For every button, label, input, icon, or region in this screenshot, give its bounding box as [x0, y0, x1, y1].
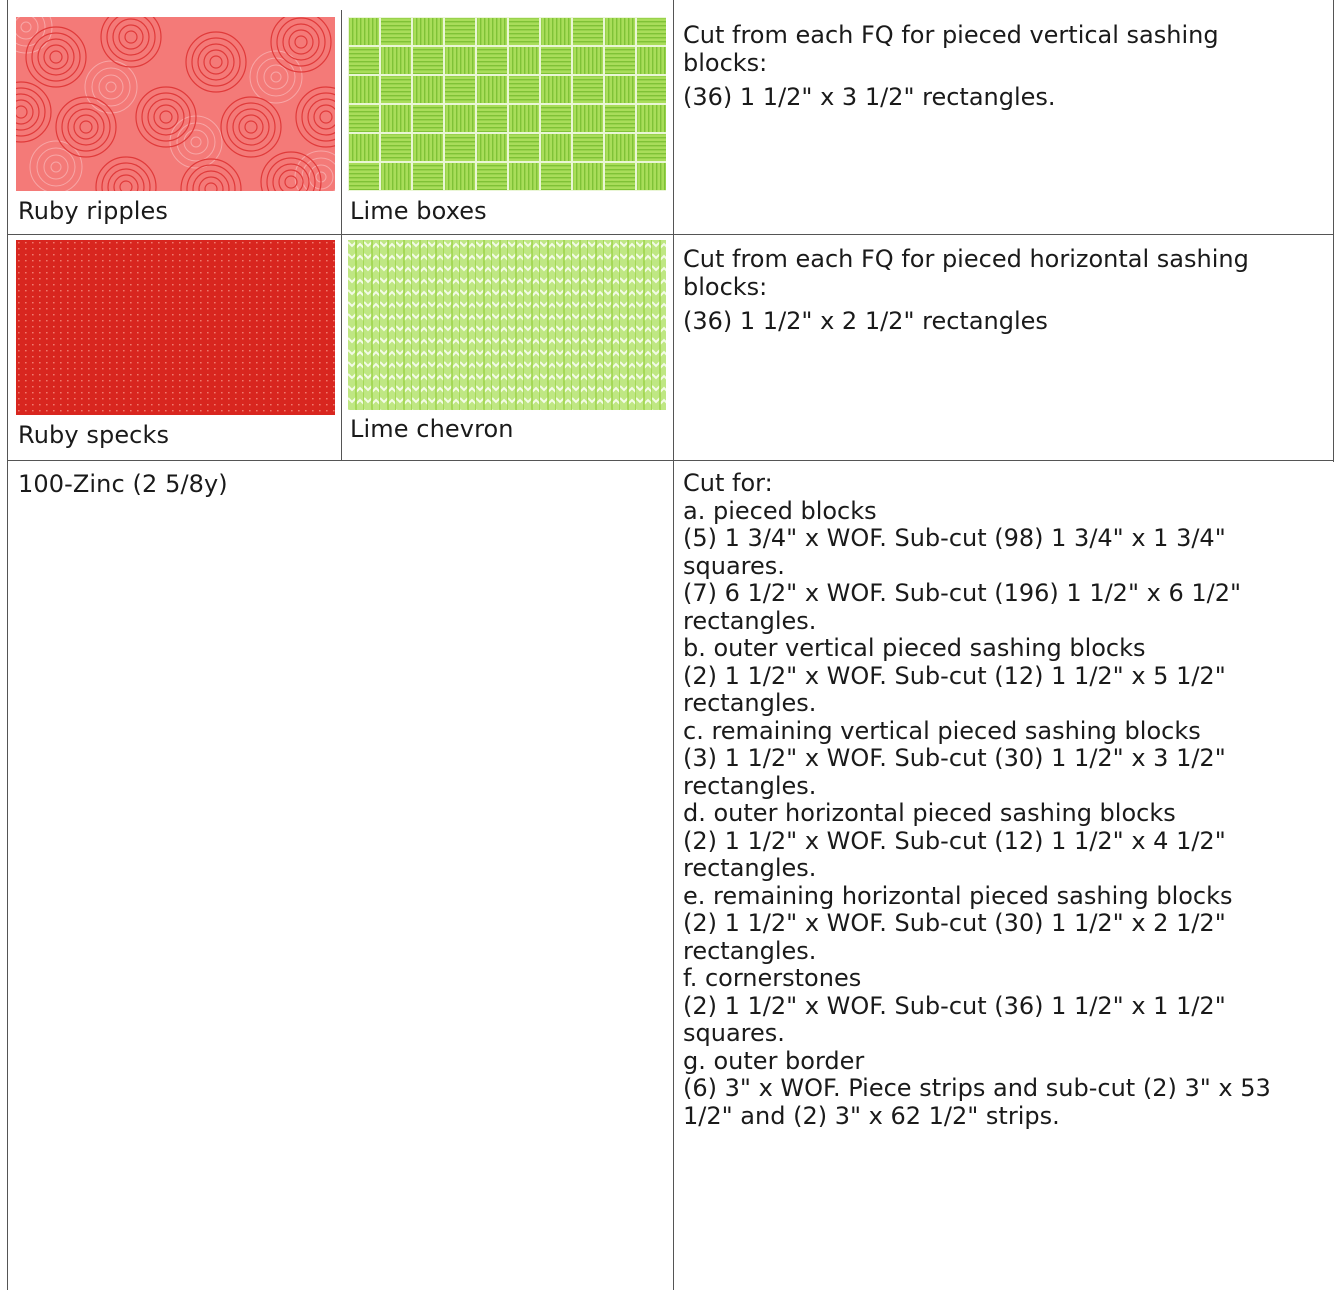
dots-icon	[16, 240, 335, 415]
table-col-divider-2	[673, 0, 674, 1290]
ruby-ripples-swatch	[16, 17, 335, 191]
table-row-divider-2	[7, 460, 1334, 461]
instruction-line: g. outer border	[683, 1046, 865, 1075]
fabric-label-lime-boxes: Lime boxes	[350, 197, 487, 225]
instruction-line: c. remaining vertical pieced sashing blocks	[683, 716, 1201, 745]
table-left-border	[7, 0, 8, 1290]
instruction-line: (5) 1 3/4" x WOF. Sub-cut (98) 1 3/4" x 1 3/4"	[683, 524, 1226, 552]
lime-boxes-swatch	[348, 17, 666, 191]
chevron-icon	[348, 240, 666, 410]
instructions-row-2	[683, 246, 1249, 336]
instructions-row-1	[683, 22, 1219, 112]
instruction-line: rectangles.	[683, 606, 817, 635]
instruction-line: blocks:	[683, 48, 768, 77]
instruction-line: (36) 1 1/2" x 2 1/2" rectangles	[683, 307, 1048, 335]
instruction-line: squares.	[683, 1019, 785, 1047]
circles-icon	[16, 17, 335, 191]
instruction-line: (2) 1 1/2" x WOF. Sub-cut (12) 1 1/2" x 4 1/2"	[683, 826, 1226, 855]
instructions-row-3	[683, 470, 1271, 1130]
table-right-border	[1333, 0, 1334, 462]
ruby-specks-swatch	[16, 240, 335, 415]
instruction-line: (36) 1 1/2" x 3 1/2" rectangles.	[683, 83, 1056, 111]
instruction-line: (7) 6 1/2" x WOF. Sub-cut (196) 1 1/2" x 6 1/2"	[683, 579, 1242, 607]
instruction-line: rectangles.	[683, 936, 817, 965]
instruction-line: e. remaining horizontal pieced sashing blocks	[683, 881, 1233, 910]
instruction-line: a. pieced blocks	[683, 496, 877, 525]
table-col-divider-1	[341, 10, 342, 460]
instruction-line: b. outer vertical pieced sashing blocks	[683, 634, 1146, 662]
instruction-line: (2) 1 1/2" x WOF. Sub-cut (30) 1 1/2" x 2 1/2"	[683, 909, 1226, 937]
fabric-label-lime-chevron: Lime chevron	[350, 415, 514, 443]
instruction-line: rectangles.	[683, 771, 817, 800]
instruction-line: rectangles.	[683, 689, 817, 717]
instruction-line: d. outer horizontal pieced sashing blocks	[683, 799, 1176, 827]
instruction-line: (3) 1 1/2" x WOF. Sub-cut (30) 1 1/2" x 3 1/2"	[683, 744, 1226, 772]
instruction-line: blocks:	[683, 272, 768, 301]
instruction-line: f. cornerstones	[683, 964, 862, 992]
instruction-line: 1/2" and (2) 3" x 62 1/2" strips.	[683, 1101, 1060, 1130]
lime-chevron-swatch	[348, 240, 666, 410]
instruction-line: rectangles.	[683, 854, 817, 882]
table-row-divider-1	[7, 234, 1334, 235]
fabric-label-ruby-specks: Ruby specks	[18, 421, 170, 449]
instruction-line: (6) 3" x WOF. Piece strips and sub-cut (2) 3" x 53	[683, 1074, 1271, 1102]
instruction-line: squares.	[683, 551, 785, 580]
instruction-line: Cut from each FQ for pieced horizontal sashing	[683, 245, 1249, 273]
basketweave-icon	[348, 17, 666, 191]
instruction-line: (2) 1 1/2" x WOF. Sub-cut (12) 1 1/2" x 5 1/2"	[683, 661, 1226, 690]
instruction-line: Cut from each FQ for pieced vertical sashing	[683, 21, 1219, 49]
fabric-label-zinc: 100-Zinc (2 5/8y)	[18, 470, 228, 498]
instruction-line: (2) 1 1/2" x WOF. Sub-cut (36) 1 1/2" x 1 1/2"	[683, 991, 1226, 1020]
fabric-label-ruby-ripples: Ruby ripples	[18, 197, 169, 225]
instruction-line: Cut for:	[683, 469, 773, 497]
